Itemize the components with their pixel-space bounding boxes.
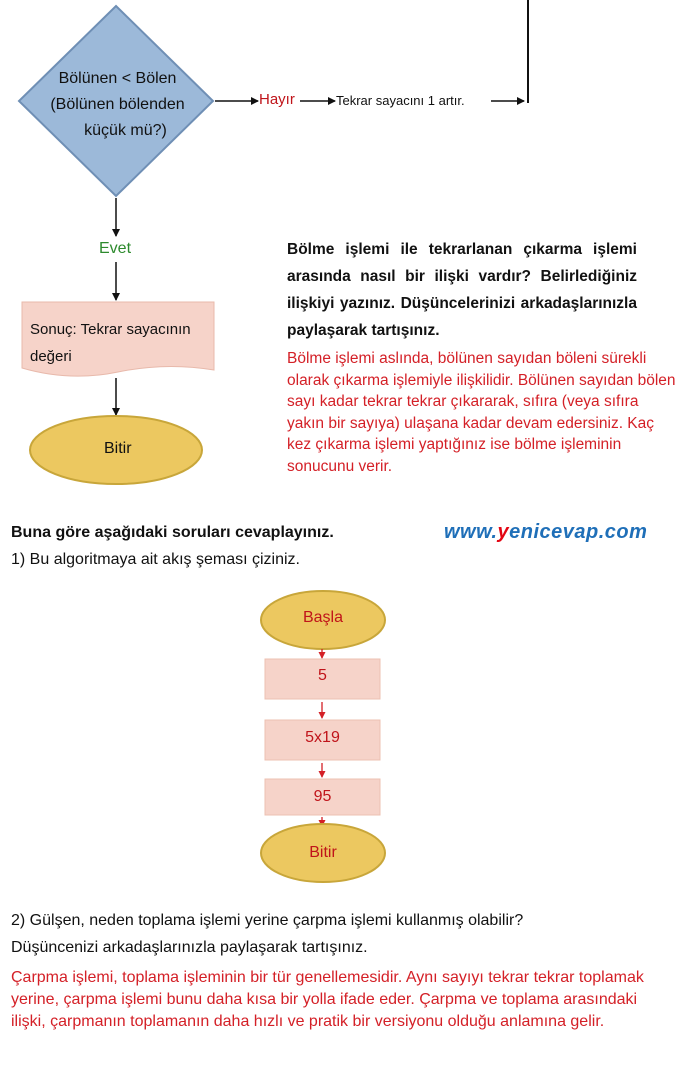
result-line-1: Sonuç: Tekrar sayacının	[30, 321, 191, 338]
decision-line-1: Bölünen < Bölen	[58, 70, 177, 87]
decision-line-3: küçük mü?)	[84, 122, 167, 139]
question-2-line-2: Düşüncenizi arkadaşlarınızla paylaşarak tartışınız.	[11, 939, 368, 956]
step-95-label: 95	[313, 788, 332, 805]
question-1: 1) Bu algoritmaya ait akış şeması çiziniz.	[11, 551, 300, 568]
result-line-2: değeri	[30, 348, 72, 365]
increment-text: Tekrar sayacını 1 artır.	[336, 93, 465, 108]
question-2-line-1: 2) Gülşen, neden toplama işlemi yerine çarpma işlemi kullanmış olabilir?	[11, 912, 524, 929]
question-2-answer: Çarpma işlemi, toplama işleminin bir tür genellemesidir. Aynı sayıyı tekrar tekrar toplamak yerine, çarpma işlemi bunu daha kısa bir yolla ifade eder. Çarpma ve toplama arasındaki ilişki, çarpmanın toplamanın daha hızlı ve pratik bir versiyonu olduğu anlamına gelir.	[11, 969, 644, 1030]
end-label: Bitir	[104, 440, 132, 457]
division-answer: Bölme işlemi aslında, bölünen sayıdan böleni sürekli olarak çıkarma işlemiyle ilişkilidir. Bölünen sayıdan bölen sayı kadar tekrar tekrar çıkararak, sıfıra (veya sıfıra yakın bir sayıya) ulaşana kadar devam edersiniz. Kaç kez çıkarma işlemi yaptığınız ise bölme işleminin sonucunu verir.	[287, 350, 676, 475]
division-question: Bölme işlemi ile tekrarlanan çıkarma işlemi arasında nasıl bir ilişki vardır? Belirlediğiniz ilişkiyi yazınız. Düşüncelerinizi arkadaşlarınızla paylaşarak tartışınız.	[287, 241, 637, 339]
start-label: Başla	[302, 609, 344, 626]
section-heading: Buna göre aşağıdaki soruları cevaplayınız.	[11, 524, 334, 541]
watermark-y: y	[497, 521, 510, 543]
step-5x19-label: 5x19	[305, 729, 340, 746]
watermark-post: enicevap.com	[509, 521, 648, 543]
result-text	[30, 316, 210, 370]
watermark-pre: www.	[444, 521, 498, 543]
step-5-label: 5	[318, 667, 327, 684]
yes-label: Evet	[99, 240, 132, 257]
no-label: Hayır	[259, 91, 295, 108]
decision-text	[30, 66, 205, 144]
decision-line-2: (Bölünen bölenden	[50, 96, 185, 113]
answer-end-label: Bitir	[309, 844, 337, 861]
site-watermark	[444, 521, 647, 544]
